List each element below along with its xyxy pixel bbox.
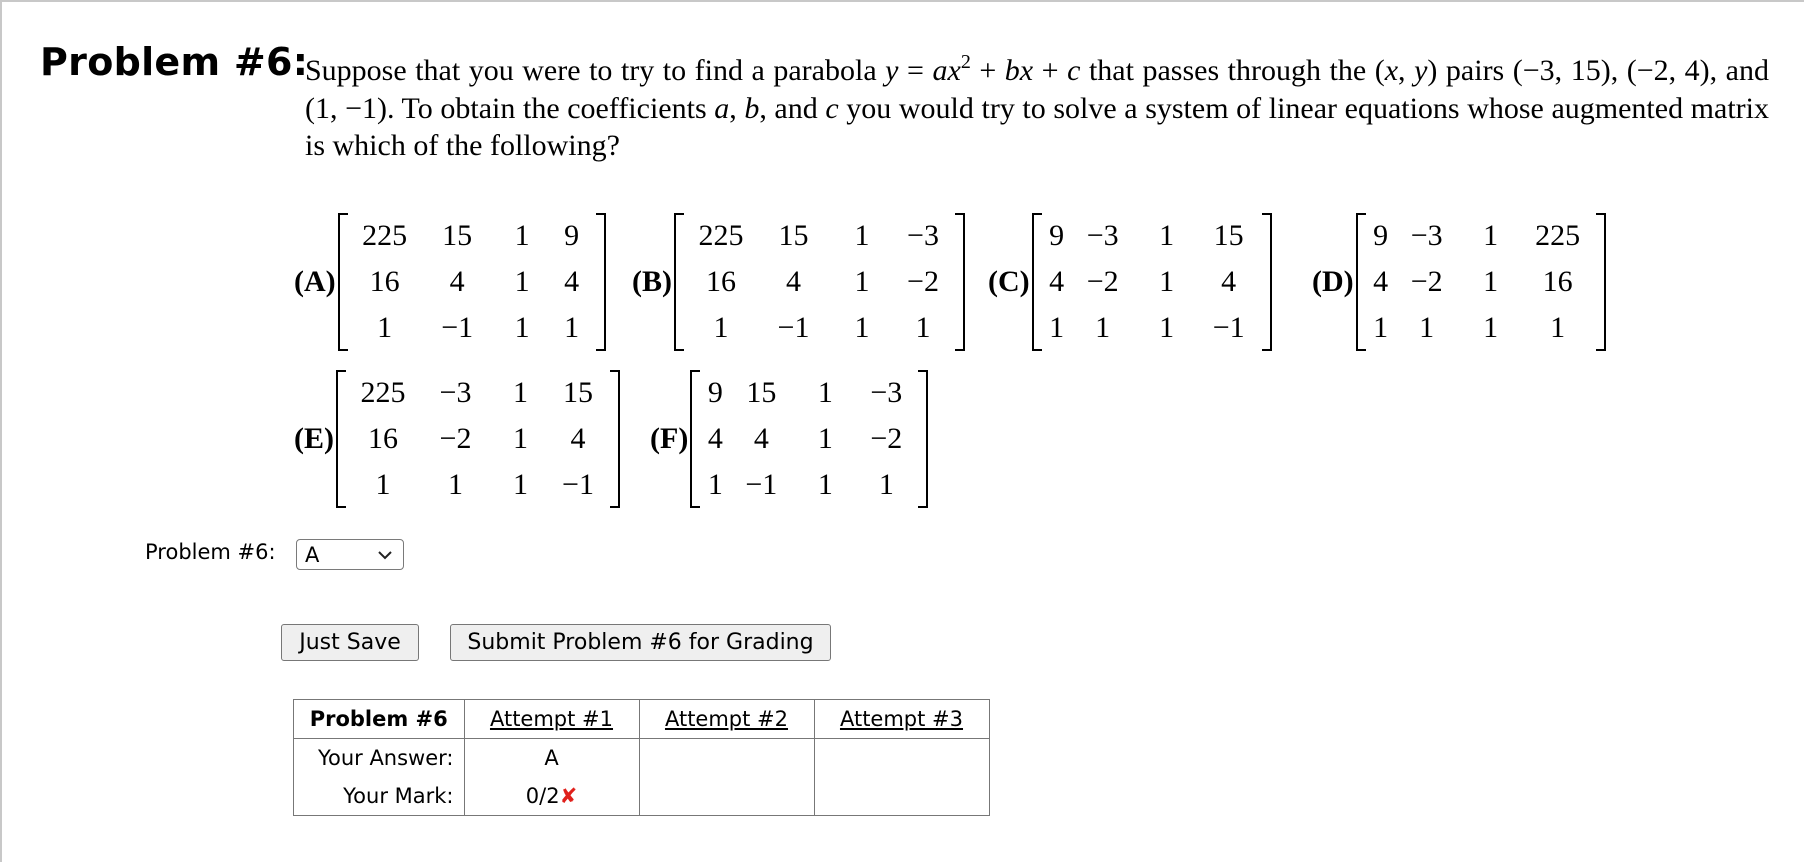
matrix-cell: 1 bbox=[1159, 311, 1175, 344]
attempt-3-link[interactable]: Attempt #3 bbox=[814, 700, 989, 739]
matrix-cell: 1 bbox=[513, 468, 528, 501]
choice-b bbox=[632, 213, 965, 351]
matrix-c bbox=[1032, 213, 1272, 351]
matrix-cell: 1 bbox=[1159, 265, 1175, 298]
your-mark-row bbox=[294, 777, 989, 815]
matrix-d bbox=[1356, 213, 1606, 351]
matrix-cell: 1 bbox=[915, 311, 931, 344]
matrix-cell: 9 bbox=[564, 219, 580, 252]
mark-attempt-3 bbox=[814, 777, 989, 815]
your-mark-label: Your Mark: bbox=[294, 777, 464, 815]
matrix-cell: 1 bbox=[514, 265, 530, 298]
matrix-cell: 4 bbox=[707, 422, 723, 455]
matrix-cell: 1 bbox=[1483, 265, 1499, 298]
matrix-cell: 1 bbox=[1483, 219, 1499, 252]
matrix-cell: 1 bbox=[514, 219, 530, 252]
matrix-cell: 1 bbox=[375, 468, 391, 501]
matrix-cell: 1 bbox=[1483, 311, 1499, 344]
attempts-header-row bbox=[294, 700, 989, 739]
matrix-cell: 1 bbox=[707, 468, 723, 501]
matrix-cell: 9 bbox=[1049, 219, 1065, 252]
choice-label: (E) bbox=[294, 422, 334, 455]
matrix-cell: −3 bbox=[1410, 219, 1443, 252]
choice-label: (B) bbox=[632, 265, 672, 298]
matrix-cell: 1 bbox=[713, 311, 729, 344]
matrix-cell: 15 bbox=[442, 219, 473, 252]
matrix-cell: −2 bbox=[1410, 265, 1443, 298]
attempts-table bbox=[294, 700, 989, 815]
matrix-cell: −2 bbox=[907, 265, 939, 298]
wrong-x-icon: ✘ bbox=[559, 784, 578, 808]
matrix-cell: 4 bbox=[1373, 265, 1389, 298]
attempt-1-link[interactable]: Attempt #1 bbox=[464, 700, 639, 739]
matrix-cell: 1 bbox=[448, 468, 463, 501]
matrix-cell: 4 bbox=[1221, 265, 1237, 298]
mark-attempt-1 bbox=[464, 777, 639, 815]
matrix-cell: −1 bbox=[562, 468, 594, 501]
matrix-cell: −1 bbox=[1212, 311, 1245, 344]
chevron-down-icon bbox=[377, 545, 393, 569]
matrix-cell: 16 bbox=[369, 265, 400, 298]
mark-attempt-2 bbox=[639, 777, 814, 815]
matrix-cell: 15 bbox=[1213, 219, 1244, 252]
mark-value: 0/2 bbox=[525, 784, 560, 808]
matrix-cell: −3 bbox=[439, 376, 472, 409]
answer-attempt-3 bbox=[814, 739, 989, 778]
matrix-cell: 1 bbox=[878, 468, 894, 501]
matrix-cell: 225 bbox=[362, 219, 408, 252]
matrix-b bbox=[674, 213, 965, 351]
matrix-cell: 1 bbox=[1159, 219, 1175, 252]
choice-d bbox=[1312, 213, 1606, 351]
matrix-cell: 225 bbox=[698, 219, 744, 252]
matrix-cell: 1 bbox=[817, 422, 833, 455]
matrix-cell: 1 bbox=[1049, 311, 1065, 344]
matrix-f bbox=[690, 370, 928, 508]
matrix-cell: 1 bbox=[1095, 311, 1111, 344]
matrix-cell: −2 bbox=[870, 422, 903, 455]
choice-label: (C) bbox=[988, 265, 1030, 298]
matrix-cell: 16 bbox=[706, 265, 736, 298]
matrix-cell: −1 bbox=[441, 311, 474, 344]
matrix-cell: 225 bbox=[360, 376, 406, 409]
submit-grading-button[interactable]: Submit Problem #6 for Grading bbox=[450, 624, 831, 661]
attempt-2-link[interactable]: Attempt #2 bbox=[639, 700, 814, 739]
matrix-cell: 1 bbox=[564, 311, 580, 344]
problem-title: Problem #6: bbox=[40, 40, 309, 84]
choice-f bbox=[650, 370, 928, 508]
just-save-button[interactable]: Just Save bbox=[281, 624, 419, 661]
matrix-cell: 16 bbox=[1542, 265, 1573, 298]
choice-label: (F) bbox=[650, 422, 689, 455]
matrix-cell: 15 bbox=[778, 219, 809, 252]
matrix-cell: 4 bbox=[753, 422, 769, 455]
matrix-cell: −2 bbox=[439, 422, 472, 455]
matrix-cell: −2 bbox=[1086, 265, 1119, 298]
matrix-cell: −1 bbox=[777, 311, 810, 344]
choice-label: (A) bbox=[294, 265, 336, 298]
matrix-cell: 4 bbox=[449, 265, 465, 298]
matrix-cell: 1 bbox=[514, 311, 530, 344]
matrix-cell: 1 bbox=[377, 311, 393, 344]
matrix-e bbox=[336, 370, 620, 508]
matrix-cell: 1 bbox=[1419, 311, 1435, 344]
matrix-cell: −1 bbox=[745, 468, 778, 501]
choice-label: (D) bbox=[1312, 265, 1354, 298]
matrix-cell: 15 bbox=[746, 376, 777, 409]
your-answer-row bbox=[294, 739, 989, 778]
matrix-cell: 16 bbox=[368, 422, 398, 455]
choice-e bbox=[294, 370, 620, 508]
answer-attempt-2 bbox=[639, 739, 814, 778]
matrix-cell: −3 bbox=[1086, 219, 1119, 252]
matrix-cell: 4 bbox=[564, 265, 580, 298]
matrix-cell: 4 bbox=[786, 265, 801, 298]
matrix-a bbox=[338, 213, 606, 351]
matrix-cell: 9 bbox=[1373, 219, 1389, 252]
choice-c bbox=[988, 213, 1272, 351]
matrix-cell: 15 bbox=[563, 376, 593, 409]
matrix-cell: 1 bbox=[854, 311, 870, 344]
matrix-cell: 4 bbox=[570, 422, 586, 455]
question-text: Suppose that you were to try to find a parabola $y = ax^2$ + bx + c that passes through the (x, y) pairs (−3, 15), (−2, 4), and (1, −1). To obtain the coefficients a, b, and c you would try to solve a system of linear equations whose augmented matrix is which of the following? bbox=[305, 51, 1769, 162]
matrix-cell: 1 bbox=[817, 376, 833, 409]
matrix-cell: 1 bbox=[1373, 311, 1389, 344]
matrix-cell: −3 bbox=[870, 376, 903, 409]
matrix-cell: 1 bbox=[513, 422, 528, 455]
matrix-cell: 9 bbox=[707, 376, 723, 409]
matrix-cell: 1 bbox=[1550, 311, 1566, 344]
answer-attempt-1: A bbox=[464, 739, 639, 778]
matrix-cell: −3 bbox=[907, 219, 939, 252]
matrix-cell: 1 bbox=[817, 468, 833, 501]
answer-label: Problem #6: bbox=[145, 540, 276, 564]
matrix-cell: 1 bbox=[854, 219, 870, 252]
matrix-cell: 1 bbox=[513, 376, 528, 409]
answer-select[interactable] bbox=[296, 539, 404, 570]
answer-select-value: A bbox=[305, 542, 320, 567]
choice-a bbox=[294, 213, 606, 351]
attempts-header-problem: Problem #6 bbox=[294, 700, 464, 739]
matrix-cell: 4 bbox=[1049, 265, 1065, 298]
your-answer-label: Your Answer: bbox=[294, 739, 464, 778]
matrix-cell: 1 bbox=[854, 265, 870, 298]
matrix-cell: 225 bbox=[1535, 219, 1581, 252]
